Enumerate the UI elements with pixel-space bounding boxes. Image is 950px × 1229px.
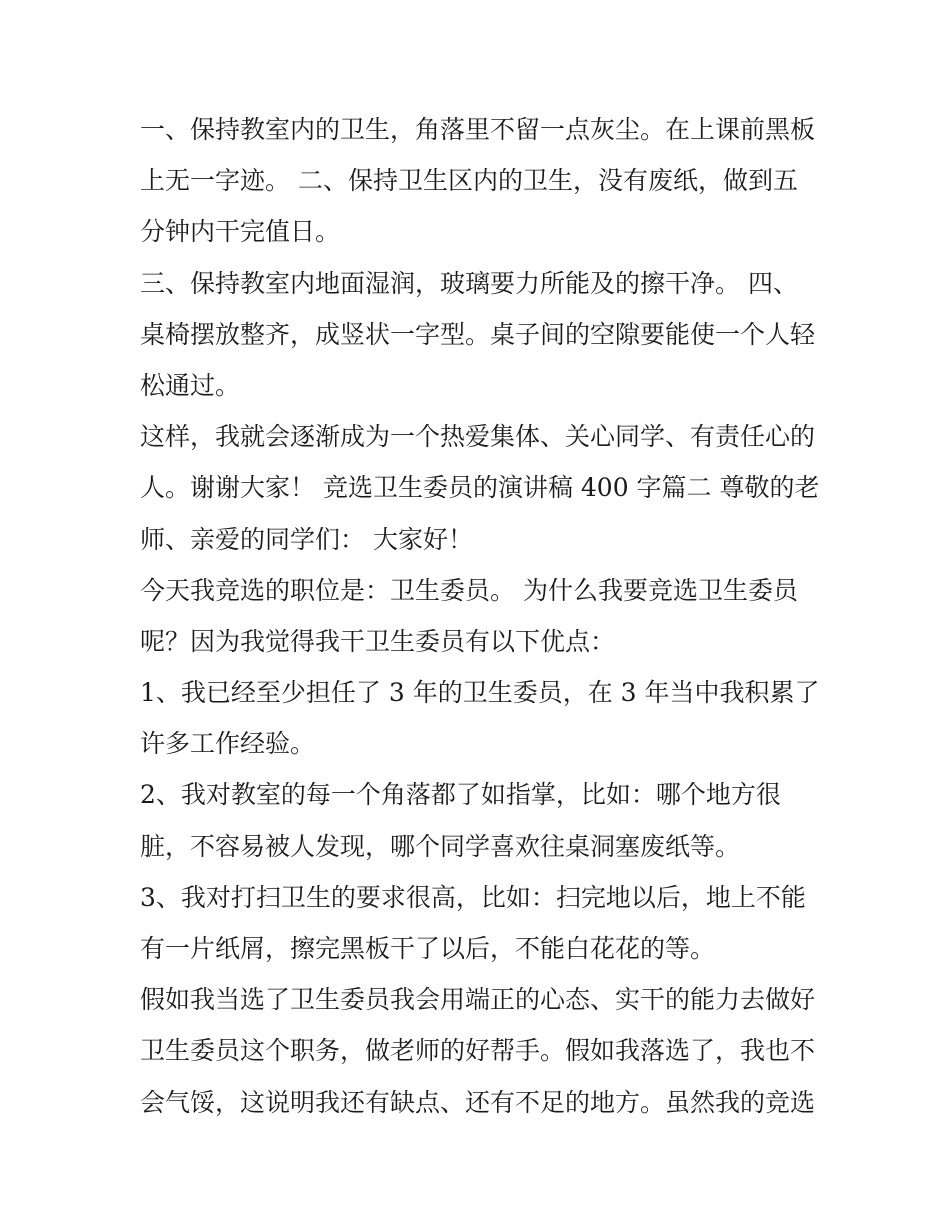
text-line: 许多工作经验。 <box>140 729 316 759</box>
text-line: 1、我已经至少担任了 3 年的卫生委员，在 3 年当中我积累了 <box>140 678 820 708</box>
text-line: 会气馁，这说明我还有缺点、还有不足的地方。虽然我的竞选 <box>140 1087 816 1117</box>
text-line: 呢？因为我觉得我干卫生委员有以下优点： <box>140 626 616 656</box>
text-line: 三、保持教室内地面湿润，玻璃要力所能及的擦干净。 四、 <box>140 268 798 298</box>
text-line: 假如我当选了卫生委员我会用端正的心态、实干的能力去做好 <box>140 985 816 1015</box>
text-line: 桌椅摆放整齐，成竖状一字型。桌子间的空隙要能使一个人轻 <box>140 319 816 349</box>
text-line: 今天我竞选的职位是：卫生委员。 为什么我要竞选卫生委员 <box>140 575 798 605</box>
text-line: 一、保持教室内的卫生，角落里不留一点灰尘。在上课前黑板 <box>140 115 816 144</box>
body-text <box>140 104 830 1128</box>
text-line: 2、我对教室的每一个角落都了如指掌，比如：哪个地方很 <box>140 780 781 810</box>
text-line: 上无一字迹。 二、保持卫生区内的卫生，没有废纸，做到五 <box>140 166 798 196</box>
text-line: 3、我对打扫卫生的要求很高，比如：扫完地以后，地上不能 <box>140 882 806 912</box>
text-line: 有一片纸屑，擦完黑板干了以后，不能白花花的等。 <box>140 934 716 963</box>
text-line: 人。谢谢大家！ 竞选卫生委员的演讲稿 400 字篇二 尊敬的老 <box>140 473 820 503</box>
text-line: 松通过。 <box>140 370 241 400</box>
text-line: 卫生委员这个职务，做老师的好帮手。假如我落选了，我也不 <box>140 1036 816 1066</box>
text-line: 这样，我就会逐渐成为一个热爱集体、关心同学、有责任心的 <box>140 422 816 452</box>
text-line: 师、亲爱的同学们： 大家好！ <box>140 524 473 554</box>
text-line: 分钟内干完值日。 <box>140 217 341 247</box>
text-line: 脏，不容易被人发现，哪个同学喜欢往桌洞塞废纸等。 <box>140 831 741 861</box>
